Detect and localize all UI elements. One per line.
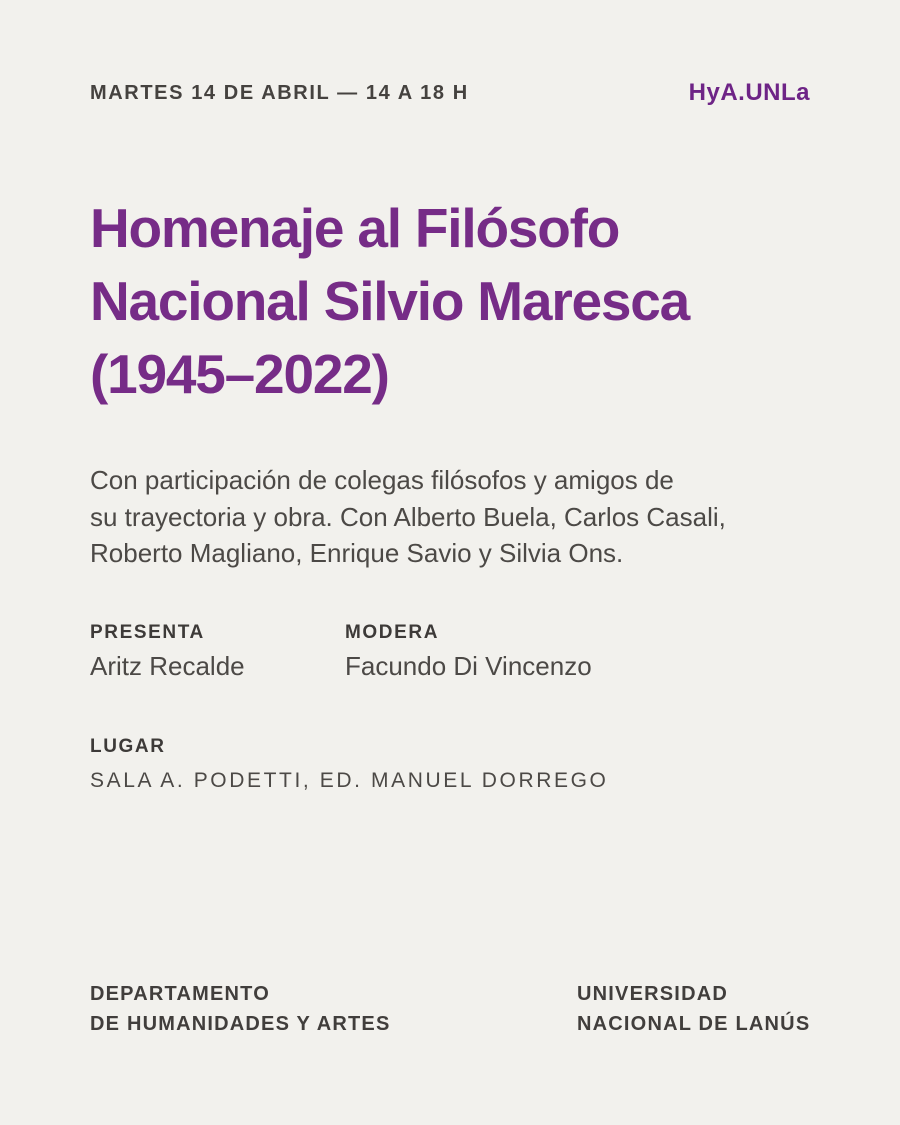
university-footer <box>577 979 810 1039</box>
department-footer <box>90 979 391 1039</box>
moderator-label: MODERA <box>345 622 440 643</box>
presenter-block <box>90 622 245 682</box>
description-line-3: Roberto Magliano, Enrique Savio y Silvia Ons. <box>90 538 624 568</box>
department-line-1: DEPARTAMENTO <box>90 983 270 1005</box>
description-line-2: su trayectoria y obra. Con Alberto Buela, Carlos Casali, <box>90 501 726 532</box>
presenter-name: Aritz Recalde <box>90 651 245 681</box>
event-date-time: MARTES 14 DE ABRIL — 14 A 18 H <box>90 82 469 104</box>
description-line-1: Con participación de colegas filósofos y amigos de <box>90 465 674 495</box>
location-value: SALA A. PODETTI, ED. MANUEL DORREGO <box>90 769 609 792</box>
moderator-name: Facundo Di Vincenzo <box>345 651 592 681</box>
event-description <box>90 462 726 572</box>
title-line-2: Nacional Silvio Maresca <box>90 270 690 332</box>
hya-unla-logo: HyA.UNLa <box>688 79 810 106</box>
title-line-3: (1945–2022) <box>90 343 389 405</box>
department-line-2: DE HUMANIDADES Y ARTES <box>90 1013 391 1035</box>
title-line-1: Homenaje al Filósofo <box>90 197 620 259</box>
presenter-label: PRESENTA <box>90 622 205 643</box>
university-line-2: NACIONAL DE LANÚS <box>577 1013 811 1035</box>
university-line-1: UNIVERSIDAD <box>577 983 728 1005</box>
location-block <box>90 736 609 793</box>
location-label: LUGAR <box>90 736 166 757</box>
moderator-block <box>345 622 592 682</box>
event-title <box>90 192 689 411</box>
